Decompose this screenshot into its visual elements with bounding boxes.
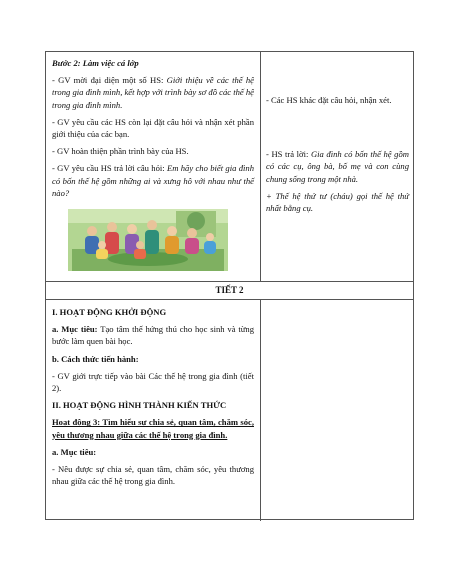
row-divider-bottom xyxy=(46,299,413,300)
activity-heading: Hoạt động 3: Tìm hiểu sự chia sẻ, quan tâm, chăm sóc, yêu thương nhau giữa các thế hệ trong gia đình. xyxy=(52,417,254,440)
method-label: b. Cách thức tiến hành: xyxy=(52,353,139,364)
paragraph-questions: - GV yêu cầu các HS còn lại đặt câu hỏi và nhận xét phần giới thiệu của các bạn. xyxy=(52,116,254,140)
heading-warmup: I. HOẠT ĐỘNG KHỞI ĐỘNG xyxy=(52,307,167,317)
method-text: - GV giới trực tiếp vào bài Các thế hệ trong gia đình (tiết 2). xyxy=(52,370,254,394)
column-divider-lower xyxy=(260,299,261,521)
family-illustration xyxy=(68,209,228,271)
paragraph-ask-prefix: - GV yêu cầu HS trả lời câu hỏi: xyxy=(52,163,167,174)
lesson-table xyxy=(45,51,414,520)
paragraph-intro-italic: Giới thiệu về các thế hệ trong gia đình mình, kết hợp với trình bày sơ đồ các thế hệ trong gia đình mình. xyxy=(52,75,254,110)
objective-label: a. Mục tiêu: xyxy=(52,324,98,335)
paragraph-intro xyxy=(52,74,254,111)
paragraph-intro-prefix: - GV mời đại diện một số HS: xyxy=(52,75,167,86)
paragraph-complete: - GV hoàn thiện phần trình bày của HS. xyxy=(52,146,189,157)
column-divider xyxy=(260,52,261,281)
family-illustration-svg xyxy=(68,209,228,271)
objective-text-2: - Nêu được sự chia sẻ, quan tâm, chăm sóc, yêu thương nhau giữa các thế hệ trong gia đình. xyxy=(52,464,254,487)
objective-paragraph xyxy=(52,323,254,347)
heading-knowledge: II. HOẠT ĐỘNG HÌNH THÀNH KIẾN THỨC xyxy=(52,400,227,411)
section-title: TIẾT 2 xyxy=(215,285,244,295)
step-heading: Bước 2: Làm việc cá lớp xyxy=(52,58,139,68)
objective-label-2: a. Mục tiêu: xyxy=(52,446,97,457)
response-answer-italic: Gia đình có bốn thế hệ gồm có các cụ, ông bà, bố mẹ và con cùng chung sống trong một nhà. xyxy=(266,149,409,184)
left-bottom-cell xyxy=(52,306,254,492)
response-note: + Thế hệ thứ tư (cháu) gọi thế hệ thứ nhất bằng cụ. xyxy=(266,190,409,214)
objective-text: Tạo tâm thế hứng thú cho học sinh và từng bước làm quen bài học. xyxy=(52,324,254,347)
right-top-cell xyxy=(266,94,409,219)
response-questions: - Các HS khác đặt câu hỏi, nhận xét. xyxy=(266,95,392,105)
paragraph-ask xyxy=(52,162,254,199)
paragraph-ask-italic: Em hãy cho biết gia đình có bốn thế hệ gồm những ai và xưng hô với nhau như thế nào? xyxy=(52,163,254,198)
response-answer-prefix: - HS trả lời: xyxy=(266,149,311,160)
response-answer xyxy=(266,148,409,185)
left-top-cell xyxy=(52,57,254,204)
